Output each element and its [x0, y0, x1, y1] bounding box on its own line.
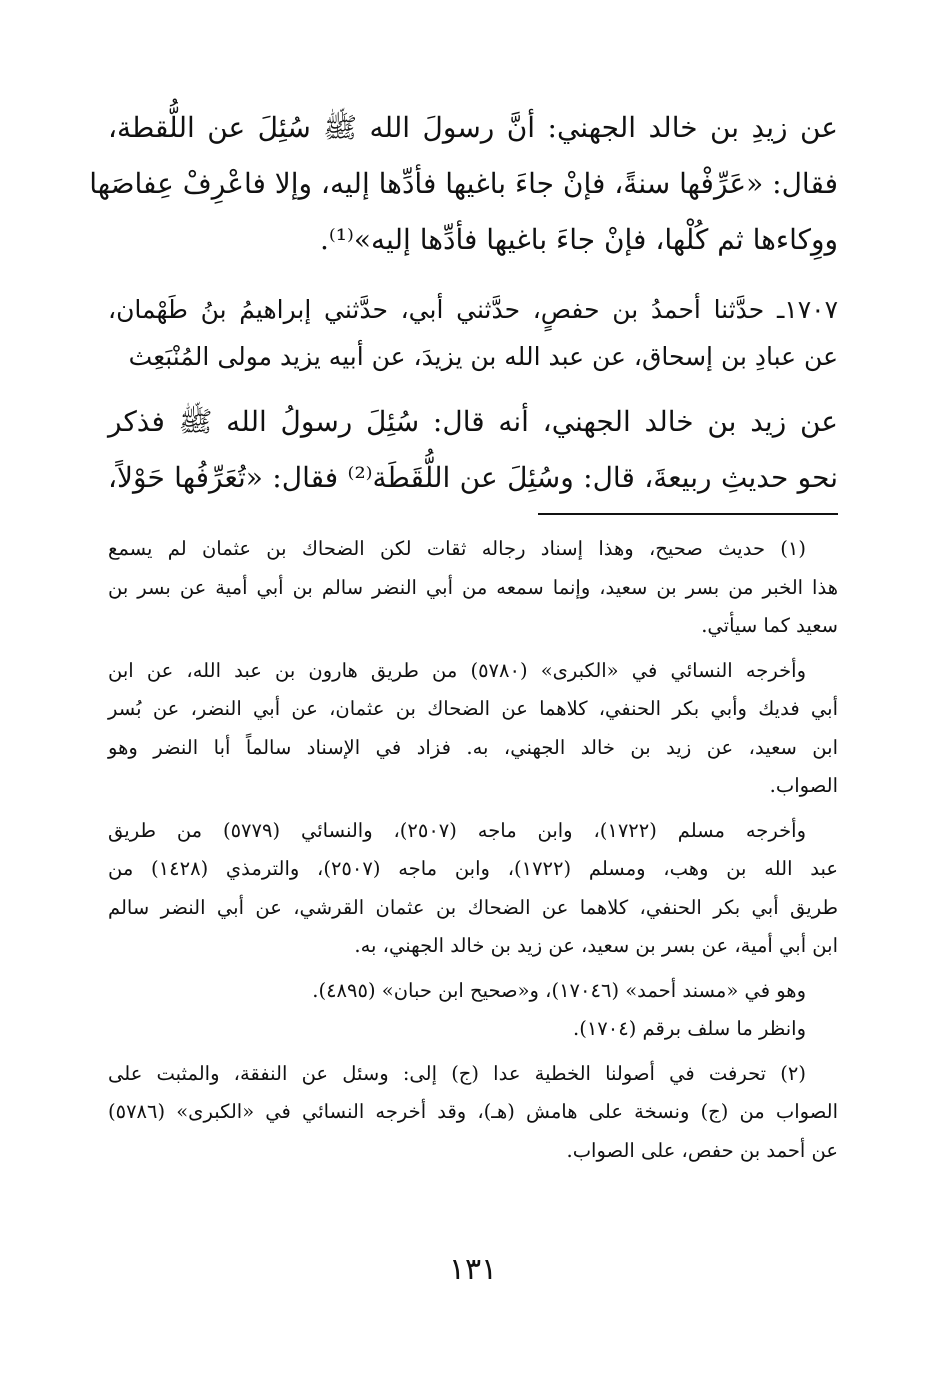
- footnote-line: وأخرجه مسلم (١٧٢٢)، وابن ماجه (٢٥٠٧)، والنسائي (٥٧٧٩) من طريق: [108, 818, 807, 842]
- footnote-1-muslim: [108, 812, 838, 966]
- footnote-line: وأخرجه النسائي في «الكبرى» (٥٧٨٠) من طريق هارون بن عبد الله، عن ابن: [108, 658, 806, 682]
- footnotes-section: [108, 530, 838, 1176]
- isnad-line: عن عبادِ بن إسحاق، عن عبد الله بن يزيدَ، عن أبيه يزيد مولى المُنْبَعِث: [128, 342, 838, 371]
- isnad-line: ١٧٠٧ـ حدَّثنا أحمدُ بن حفصٍ، حدَّثني أبي، حدَّثني إبراهيمُ بنُ طَهْمان،: [108, 295, 838, 324]
- text-line: فقال: «عَرِّفْها سنةً، فإنْ جاءَ باغيها فأدِّها إليه، وإلا فاعْرِفْ عِفاصَها: [89, 167, 838, 200]
- page-number: ١٣١: [448, 1252, 498, 1287]
- footnote-2: [108, 1055, 838, 1171]
- text-line: نحو حديثِ ربيعةَ، قال: وسُئِلَ عن اللُّقَطَة⁽²⁾ فقال: «تُعَرِّفُها حَوْلاً،: [108, 461, 838, 494]
- footnote-line: عن أحمد بن حفص، على الصواب.: [566, 1138, 838, 1162]
- footnote-line: (١) حديث صحيح، وهذا إسناد رجاله ثقات لكن الضحاك بن عثمان لم يسمع: [108, 537, 806, 560]
- footnote-line: طريق أبي بكر الحنفي، كلاهما عن الضحاك بن عثمان القرشي، عن أبي النضر سالم: [108, 895, 838, 919]
- footnote-line: الصواب.: [769, 774, 838, 797]
- footnote-line: وانظر ما سلف برقم (١٧٠٤).: [573, 1017, 806, 1040]
- footnote-line: ابن أبي أمية، عن بسر بن سعيد، عن زيد بن خالد الجهني، به.: [354, 934, 838, 957]
- footnote-1-nasai: [108, 652, 838, 806]
- text-line: عن زيد بن خالد الجهني، أنه قال: سُئِلَ رسولُ الله ﷺ فذكر: [108, 405, 838, 438]
- footnote-line: عبد الله بن وهب، ومسلم (١٧٢٢)، وابن ماجه (٢٥٠٧)، والترمذي (١٤٢٨) من: [108, 857, 838, 880]
- footnote-1-musnad: [108, 972, 838, 1011]
- footnote-1-see-also: [108, 1010, 838, 1049]
- hadith-1707-matn: [108, 394, 838, 506]
- footnote-line: سعيد كما سيأتي.: [701, 614, 838, 637]
- footnote-line: هذا الخبر من بسر بن سعيد، وإنما سمعه من أبي النضر سالم بن أبي أمية عن بسر بن: [108, 575, 838, 599]
- hadith-text-continuation: [89, 100, 838, 268]
- footnote-line: أبي فديك وأبي بكر الحنفي، كلاهما عن الضحاك بن عثمان، عن أبي النضر، عن بُسر: [108, 697, 838, 720]
- footnote-line: ابن سعيد، عن زيد بن خالد الجهني، به. فزاد في الإسناد سالماً أبا النضر وهو: [108, 735, 838, 759]
- text-line: ووِكاءها ثم كُلْها، فإنْ جاءَ باغيها فأدِّها إليه»⁽¹⁾.: [320, 223, 838, 256]
- footnote-line: الصواب من (ج) ونسخة على هامش (هـ)، وقد أخرجه النسائي في «الكبرى» (٥٧٨٦): [108, 1100, 838, 1123]
- hadith-1707-isnad: [108, 286, 838, 380]
- footnote-line: وهو في «مسند أحمد» (١٧٠٤٦)، و«صحيح ابن حبان» (٤٨٩٥).: [312, 978, 806, 1002]
- book-page: [89, 100, 838, 1287]
- text-line: عن زيدِ بن خالد الجهني: أنَّ رسولَ الله ﷺ سُئِلَ عن اللُّقطة،: [108, 111, 838, 144]
- footnote-separator: [538, 513, 838, 515]
- footnote-line: (٢) تحرفت في أصولنا الخطية عدا (ج) إلى: وسئل عن النفقة، والمثبت على: [108, 1061, 806, 1085]
- footnote-1: [108, 530, 838, 646]
